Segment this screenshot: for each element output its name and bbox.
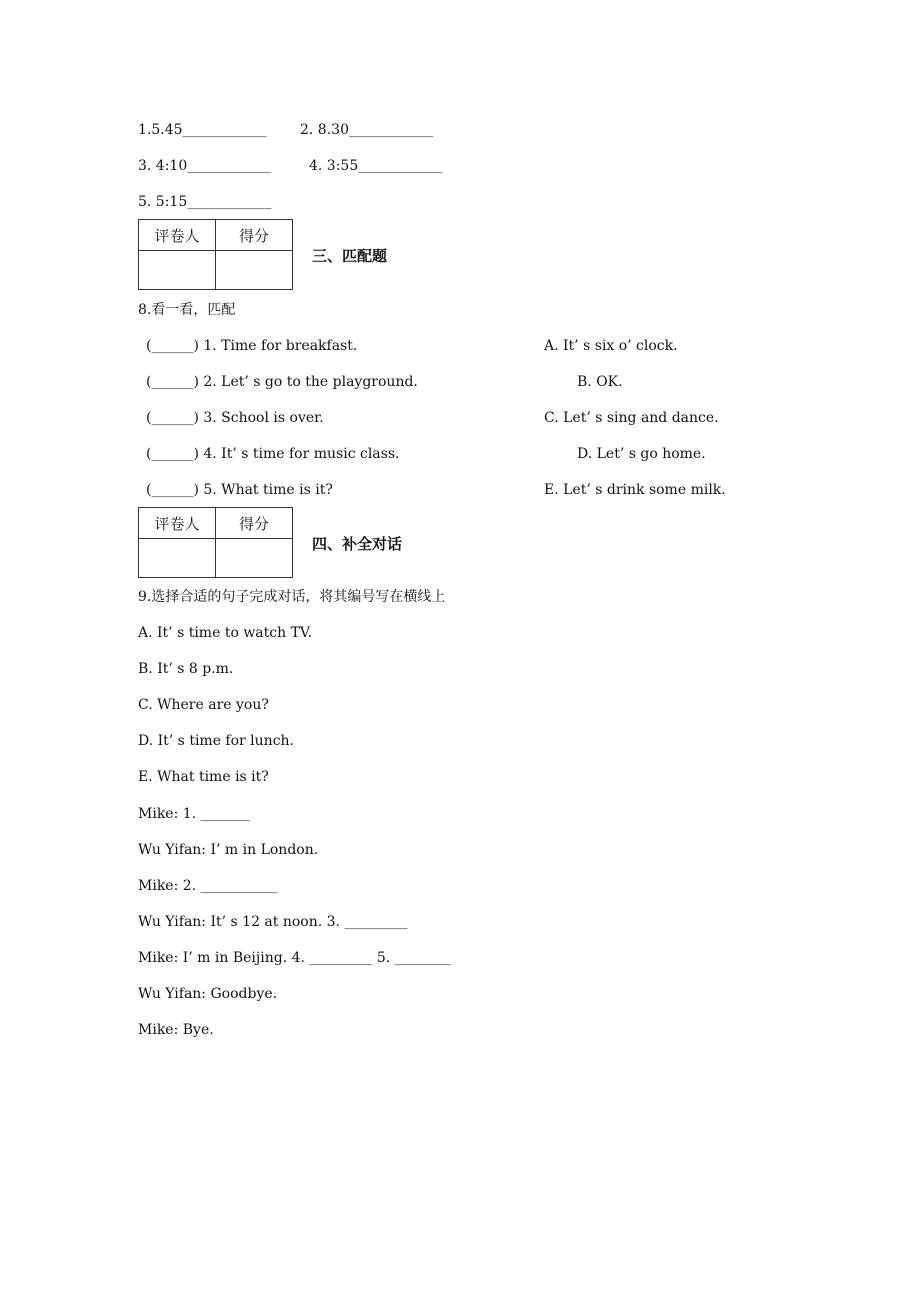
time-item: 2. 8.30____________: [300, 122, 433, 138]
dialogue-line: Mike: Bye.: [138, 1022, 214, 1038]
match-left-item: (______) 2. Let’ s go to the playground.: [146, 374, 418, 390]
dialogue-line: Mike: 2. ___________: [138, 878, 278, 894]
match-left-item: (______) 5. What time is it?: [146, 482, 333, 498]
dialogue-line: Mike: I’ m in Beijing. 4. _________ 5. ________: [138, 950, 451, 966]
dialogue-line: Wu Yifan: It’ s 12 at noon. 3. _________: [138, 914, 408, 930]
section-title: 四、补全对话: [312, 535, 403, 553]
score-cell[interactable]: [216, 539, 293, 578]
match-left-item: (______) 3. School is over.: [146, 410, 324, 426]
question-title: 9.选择合适的句子完成对话，将其编号写在横线上: [138, 589, 446, 605]
dialogue-line: Wu Yifan: I’ m in London.: [138, 842, 319, 858]
time-item: 3. 4:10____________: [138, 158, 272, 174]
option-item: B. It’ s 8 p.m.: [138, 661, 234, 677]
time-item: 1.5.45____________: [138, 122, 267, 138]
grade-box: [138, 219, 293, 290]
match-left-item: (______) 4. It’ s time for music class.: [146, 446, 400, 462]
question-title: 8.看一看，匹配: [138, 302, 236, 318]
dialogue-line: Wu Yifan: Goodbye.: [138, 986, 278, 1002]
score-label: 得分: [216, 220, 293, 251]
dialogue-line: Mike: 1. _______: [138, 806, 250, 822]
grade-box: [138, 507, 293, 578]
section-title: 三、匹配题: [312, 247, 388, 265]
reviewer-cell[interactable]: [139, 251, 216, 290]
score-cell[interactable]: [216, 251, 293, 290]
option-item: E. What time is it?: [138, 769, 269, 785]
match-right-item: D. Let’ s go home.: [577, 446, 706, 462]
match-left-item: (______) 1. Time for breakfast.: [146, 338, 358, 354]
match-right-item: A. It’ s six o’ clock.: [544, 338, 678, 354]
option-item: C. Where are you?: [138, 697, 269, 713]
match-right-item: C. Let’ s sing and dance.: [544, 410, 719, 426]
option-item: A. It’ s time to watch TV.: [138, 625, 313, 641]
option-item: D. It’ s time for lunch.: [138, 733, 295, 749]
time-item: 5. 5:15____________: [138, 194, 272, 210]
score-label: 得分: [216, 508, 293, 539]
reviewer-label: 评卷人: [139, 508, 216, 539]
match-right-item: B. OK.: [577, 374, 623, 390]
time-item: 4. 3:55____________: [309, 158, 443, 174]
match-right-item: E. Let’ s drink some milk.: [544, 482, 726, 498]
reviewer-cell[interactable]: [139, 539, 216, 578]
reviewer-label: 评卷人: [139, 220, 216, 251]
